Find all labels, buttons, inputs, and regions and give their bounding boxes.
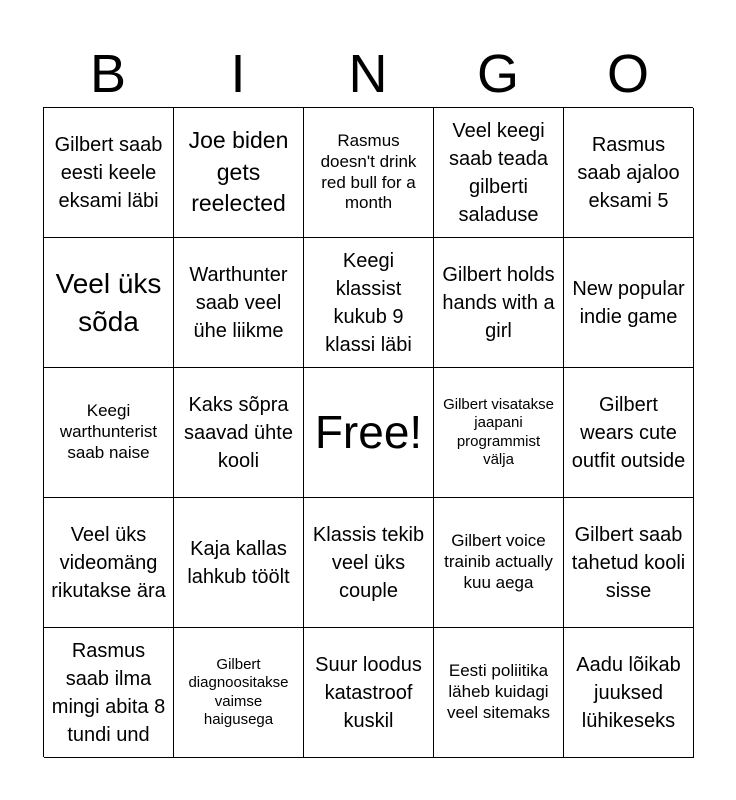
bingo-card-grid <box>43 107 693 757</box>
bingo-cell-r3-c4[interactable] <box>564 498 694 628</box>
header-letter-n: N <box>348 44 388 104</box>
bingo-cell-r0-c0[interactable] <box>44 108 174 238</box>
bingo-cell-r1-c2[interactable] <box>304 238 434 368</box>
bingo-cell-text: Veel üks videomäng rikutakse ära <box>51 523 166 602</box>
bingo-cell-text: Kaks sõpra saavad ühte kooli <box>184 393 293 472</box>
bingo-cell-r3-c2[interactable] <box>304 498 434 628</box>
bingo-cell-text: Veel keegi saab teada gilberti saladuse <box>449 119 548 226</box>
bingo-cell-r1-c4[interactable] <box>564 238 694 368</box>
bingo-cell-text: Joe biden gets reelected <box>188 126 289 217</box>
bingo-cell-text: Klassis tekib veel üks couple <box>312 523 425 602</box>
bingo-cell-text: Suur loodus katastroof kuskil <box>315 653 422 732</box>
bingo-cell-text: Gilbert voice trainib actually kuu aega <box>444 531 553 592</box>
bingo-cell-r2-c3[interactable] <box>434 368 564 498</box>
bingo-cell-text: Veel üks sõda <box>55 267 162 337</box>
bingo-cell-r1-c3[interactable] <box>434 238 564 368</box>
bingo-cell-text: Gilbert visatakse jaapani programmist välja <box>443 395 554 468</box>
bingo-cell-r3-c0[interactable] <box>44 498 174 628</box>
bingo-cell-text: Rasmus doesn't drink red bull for a month <box>320 131 417 213</box>
bingo-cell-text: Gilbert saab eesti keele eksami läbi <box>54 133 163 212</box>
bingo-cell-r0-c2[interactable] <box>304 108 434 238</box>
header-letter-g: G <box>476 44 519 104</box>
bingo-header <box>43 40 693 108</box>
bingo-cell-r0-c4[interactable] <box>564 108 694 238</box>
bingo-cell-text: Warthunter saab veel ühe liikme <box>189 263 288 342</box>
bingo-cell-r4-c3[interactable] <box>434 628 564 758</box>
bingo-cell-r4-c1[interactable] <box>174 628 304 758</box>
bingo-cell-text: Gilbert holds hands with a girl <box>442 263 555 342</box>
header-letter-b: B <box>89 44 127 104</box>
bingo-cell-text: Rasmus saab ilma mingi abita 8 tundi und <box>51 639 166 746</box>
bingo-cell-text: Eesti poliitika läheb kuidagi veel sitemaks <box>447 661 550 722</box>
bingo-cell-text: Rasmus saab ajaloo eksami 5 <box>577 133 680 212</box>
bingo-cell-text: Gilbert saab tahetud kooli sisse <box>571 523 686 602</box>
bingo-cell-r3-c1[interactable] <box>174 498 304 628</box>
bingo-cell-r2-c0[interactable] <box>44 368 174 498</box>
bingo-cell-text: Gilbert diagnoositakse vaimse haigusega <box>188 655 289 728</box>
header-letter-i: I <box>230 44 246 104</box>
bingo-cell-text: Aadu lõikab juuksed lühikeseks <box>576 653 681 732</box>
header-letter-o: O <box>606 44 649 104</box>
bingo-cell-r2-c4[interactable] <box>564 368 694 498</box>
bingo-cell-free[interactable] <box>304 368 434 498</box>
bingo-cell-text: Gilbert wears cute outfit outside <box>571 393 686 472</box>
bingo-cell-r2-c1[interactable] <box>174 368 304 498</box>
bingo-cell-r4-c0[interactable] <box>44 628 174 758</box>
bingo-cell-text: Keegi warthunterist saab naise <box>59 401 158 462</box>
bingo-cell-r1-c1[interactable] <box>174 238 304 368</box>
bingo-free-label: Free! <box>314 406 423 459</box>
bingo-cell-r3-c3[interactable] <box>434 498 564 628</box>
bingo-cell-r4-c4[interactable] <box>564 628 694 758</box>
bingo-cell-r0-c1[interactable] <box>174 108 304 238</box>
bingo-cell-r4-c2[interactable] <box>304 628 434 758</box>
bingo-cell-text: New popular indie game <box>572 277 685 328</box>
bingo-cell-text: Kaja kallas lahkub töölt <box>187 537 290 588</box>
bingo-cell-text: Keegi klassist kukub 9 klassi läbi <box>325 249 412 356</box>
bingo-cell-r1-c0[interactable] <box>44 238 174 368</box>
bingo-cell-r0-c3[interactable] <box>434 108 564 238</box>
